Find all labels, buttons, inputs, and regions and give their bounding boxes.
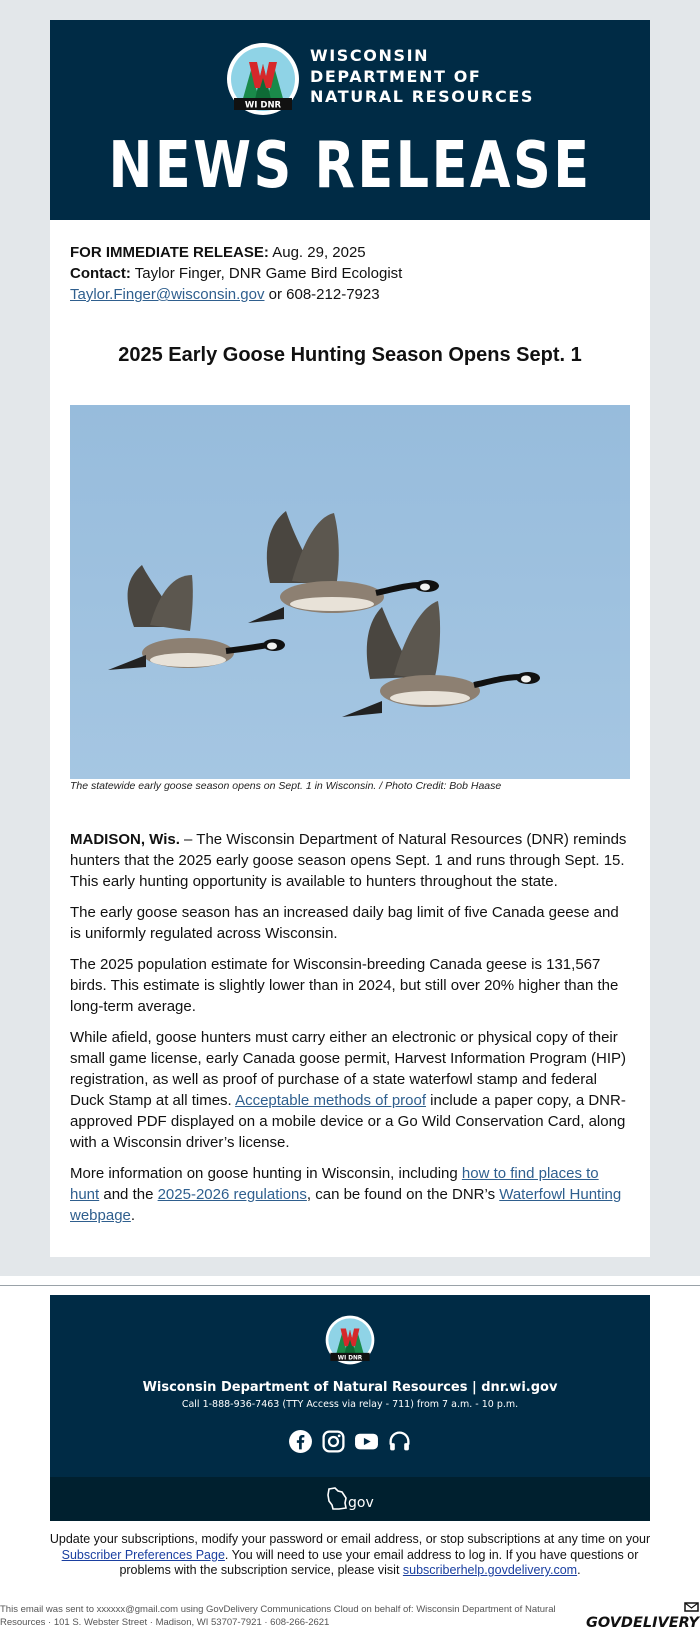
agency-line-3: NATURAL RESOURCES [310, 87, 534, 106]
release-label: FOR IMMEDIATE RELEASE: [70, 244, 269, 261]
dateline: MADISON, Wis. [70, 831, 180, 848]
contact-name: Taylor Finger, DNR Game Bird Ecologist [130, 265, 403, 282]
find-places-link[interactable]: how to find places to hunt [70, 1165, 599, 1203]
govdelivery-logo[interactable] [584, 1602, 700, 1632]
paragraph-2: The early goose season has an increased daily bag limit of five Canada geese and is uniformly regulated across Wisconsin. [70, 904, 619, 942]
release-line [70, 242, 630, 263]
contact-label: Contact: [70, 265, 131, 282]
paragraph-5-end: . [130, 1207, 136, 1224]
geese-photo [70, 405, 630, 779]
agency-line-2: DEPARTMENT OF [310, 66, 482, 86]
release-date: Aug. 29, 2025 [268, 244, 366, 261]
paragraph-5 [70, 1163, 630, 1226]
subscription-text-3: . [577, 1563, 581, 1577]
article-body [70, 829, 630, 1236]
article-headline: 2025 Early Goose Hunting Season Opens Sept. 1 [118, 344, 582, 366]
gov-text: gov [348, 1495, 374, 1511]
paragraph-5-text: More information on goose hunting in Wisconsin, including [70, 1165, 462, 1182]
dnr-footer [50, 1295, 650, 1521]
footer-dnr-logo[interactable] [325, 1315, 375, 1365]
subscription-notice [40, 1532, 660, 1579]
section-divider [0, 1285, 700, 1286]
social-links [50, 1429, 650, 1457]
agency-line-1: WISCONSIN [310, 46, 430, 65]
paragraph-4-text-end: include a paper copy, a DNR-approved PDF displayed on a mobile device or a Go Wild Conservation Card, along with a Wisconsin driver’s license. [70, 1092, 626, 1151]
waterfowl-webpage-link[interactable]: Waterfowl Hunting webpage [70, 1186, 622, 1224]
paragraph-5-mid: and the [99, 1186, 158, 1203]
news-header [50, 20, 650, 220]
logo-text: WI DNR [244, 100, 282, 111]
paragraph-1 [70, 829, 630, 892]
footer-org-name[interactable]: Wisconsin Department of Natural Resources | dnr.wi.gov [142, 1380, 558, 1395]
paragraph-4 [70, 1027, 630, 1153]
footer-logo-text: WI DNR [337, 1355, 363, 1362]
youtube-icon[interactable] [354, 1429, 379, 1454]
paragraph-4-text: While afield, goose hunters must carry either an electronic or physical copy of their small game license, early Canada goose permit, Harvest Information Program (HIP) registration, as well as proof of purchase of a state waterfowl stamp and federal Duck Stamp at all times. [70, 1029, 627, 1109]
contact-phone: or 608-212-7923 [264, 286, 380, 303]
photo-caption: The statewide early goose season opens on Sept. 1 in Wisconsin. / Photo Credit: Bob Haase [70, 780, 502, 792]
govdelivery-text: GOVDELIVERY [586, 1615, 699, 1631]
paragraph-1-text: – The Wisconsin Department of Natural Resources (DNR) reminds hunters that the 2025 early goose season opens Sept. 1 and runs through Sept. 15. This early hunting opportunity is available to hunters throughout the state. [70, 831, 627, 890]
podcast-icon[interactable] [387, 1429, 412, 1454]
subscriber-preferences-link[interactable]: Subscriber Preferences Page [61, 1547, 225, 1562]
footer-phone: Call 1-888-936-7463 (TTY Access via relay - 711) from 7 a.m. - 10 p.m. [181, 1399, 519, 1410]
subscription-text-1: Update your subscriptions, modify your password or email address, or stop subscriptions at any time on your [49, 1532, 651, 1546]
news-release-title: NEWS RELEASE [108, 129, 592, 203]
subscriber-help-link[interactable]: subscriberhelp.govdelivery.com [402, 1563, 578, 1577]
subscription-text-2: . You will need to use your email address to log in. If you have questions or problems with the subscription service, please visit [119, 1547, 639, 1577]
dnr-logo [226, 42, 300, 116]
gov-band [50, 1477, 650, 1521]
wisconsin-gov-logo[interactable] [325, 1486, 381, 1512]
contact-email-line [70, 284, 630, 305]
contact-email-link[interactable]: Taylor.Finger@wisconsin.gov [70, 286, 265, 303]
acceptable-proof-link[interactable]: Acceptable methods of proof [235, 1092, 427, 1109]
fine-print: This email was sent to xxxxxx@gmail.com using GovDelivery Communications Cloud on behalf of: Wisconsin Department of Natural Resources · 101 S. Webster Street · Madison, WI 53707-7921 · 608-266-2621 [0, 1604, 556, 1628]
facebook-icon[interactable] [288, 1429, 313, 1454]
instagram-icon[interactable] [321, 1429, 346, 1454]
email-card [50, 20, 650, 1257]
contact-line [70, 263, 630, 284]
release-meta [70, 242, 630, 305]
regulations-link[interactable]: 2025-2026 regulations [157, 1186, 307, 1203]
paragraph-3: The 2025 population estimate for Wisconsin-breeding Canada geese is 131,567 birds. This estimate is slightly lower than in 2024, but still over 20% higher than the long-term average. [70, 956, 619, 1015]
agency-name [310, 46, 534, 108]
paragraph-5-mid2: , can be found on the DNR’s [306, 1186, 500, 1203]
